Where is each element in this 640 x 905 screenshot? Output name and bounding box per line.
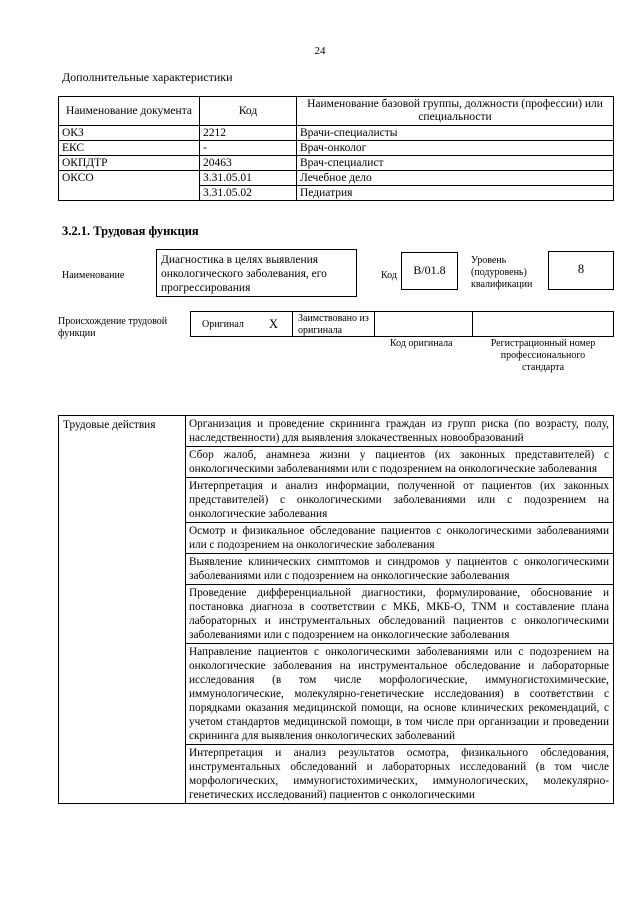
labor-function-heading: 3.2.1. Трудовая функция	[62, 224, 199, 238]
cell-doc: ОКЗ	[59, 126, 200, 141]
cell-code: 20463	[200, 156, 297, 171]
table-row	[59, 126, 614, 141]
name-label: Наименование	[62, 270, 125, 281]
divider	[374, 311, 375, 337]
cell-name: Врачи-специалисты	[297, 126, 614, 141]
labor-action-item: Проведение дифференциальной диагностики, формулирование, обоснование и постановка диагноза в соответствии с МКБ, МКБ-О, TNM и составление плана лабораторных и инструментальных обследований пациентов с онкологическими заболеваниями или с подозрением на онкологические заболевания	[186, 585, 614, 644]
function-name-value: Диагностика в целях выявления онкологического заболевания, его прогрессирования	[161, 254, 327, 294]
function-code-box	[401, 252, 458, 290]
table-row	[59, 171, 614, 186]
section-heading-additional: Дополнительные характеристики	[62, 70, 233, 84]
original-mark: X	[269, 317, 279, 331]
original-label: Оригинал	[202, 319, 244, 330]
divider	[292, 311, 293, 337]
level-value: 8	[577, 262, 585, 276]
labor-actions-label: Трудовые действия	[59, 416, 186, 804]
additional-characteristics-table	[58, 96, 614, 201]
header-doc-name: Наименование документа	[59, 97, 200, 126]
labor-actions-clip	[58, 415, 618, 905]
labor-action-item: Выявление клинических симптомов и синдромов у пациентов с онкологическими заболеваниями или с подозрением на онкологические заболевания	[186, 554, 614, 585]
labor-action-item: Осмотр и физикальное обследование пациентов с онкологическими заболеваниями или с подозрением на онкологические заболевания	[186, 523, 614, 554]
table-row	[59, 141, 614, 156]
labor-action-item: Интерпретация и анализ информации, полученной от пациентов (их законных представителей) с онкологическими заболеваниями или с подозрением на онкологические заболевания	[186, 478, 614, 523]
labor-actions-table	[58, 415, 614, 804]
code-original-caption: Код оригинала	[390, 338, 453, 349]
cell-doc: ЕКС	[59, 141, 200, 156]
table-header-row	[59, 97, 614, 126]
labor-action-item: Направление пациентов с онкологическими заболеваниями или с подозрением на онкологические заболевания на инструментальное обследование и лабораторные исследования (в том числе морфологические, иммуногистохимические, иммунологические, молекулярно-генетические исследования) в соответствии с порядками оказания медицинской помощи, на основе клинических рекомендаций, с учетом стандартов медицинской помощи, в том числе при организации и проведении скрининга для выявления онкологических заболеваний	[186, 644, 614, 745]
cell-name: Врач-специалист	[297, 156, 614, 171]
reg-number-caption: Регистрационный номер профессионального стандарта	[490, 338, 596, 373]
divider	[472, 311, 473, 337]
table-row	[59, 416, 614, 447]
origin-row	[190, 311, 614, 337]
cell-name: Педиатрия	[297, 186, 614, 201]
cell-name: Лечебное дело	[297, 171, 614, 186]
labor-action-item: Сбор жалоб, анамнеза жизни у пациентов (их законных представителей) с онкологическими заболеваниями или с подозрением на онкологические заболевания	[186, 447, 614, 478]
origin-label: Происхождение трудовой функции	[58, 316, 168, 339]
header-group-name: Наименование базовой группы, должности (профессии) или специальности	[297, 97, 614, 126]
function-name-box	[156, 249, 357, 297]
labor-action-item: Интерпретация и анализ результатов осмотра, физикального обследования, инструментальных обследований и лабораторных исследований (в том числе морфологических, иммуногистохимических, иммунологических, молекулярно-генетических исследований) пациентов с онкологическими	[186, 745, 614, 804]
function-code-value: B/01.8	[413, 263, 446, 277]
cell-doc: ОКПДТР	[59, 156, 200, 171]
header-code: Код	[200, 97, 297, 126]
cell-code: -	[200, 141, 297, 156]
page-number: 24	[314, 45, 326, 57]
level-box	[548, 251, 614, 290]
labor-action-item: Организация и проведение скрининга граждан из групп риска (по возрасту, полу, наследственности) для выявления злокачественных новообразований	[186, 416, 614, 447]
cell-code: 3.31.05.02	[200, 186, 297, 201]
borrowed-label: Заимствовано из оригинала	[298, 313, 369, 336]
cell-code: 3.31.05.01	[200, 171, 297, 186]
table-row	[59, 156, 614, 171]
cell-name: Врач-онколог	[297, 141, 614, 156]
level-label: Уровень (подуровень) квалификации	[471, 255, 533, 290]
cell-doc: ОКСО	[59, 171, 200, 201]
code-label: Код	[381, 270, 397, 281]
cell-code: 2212	[200, 126, 297, 141]
